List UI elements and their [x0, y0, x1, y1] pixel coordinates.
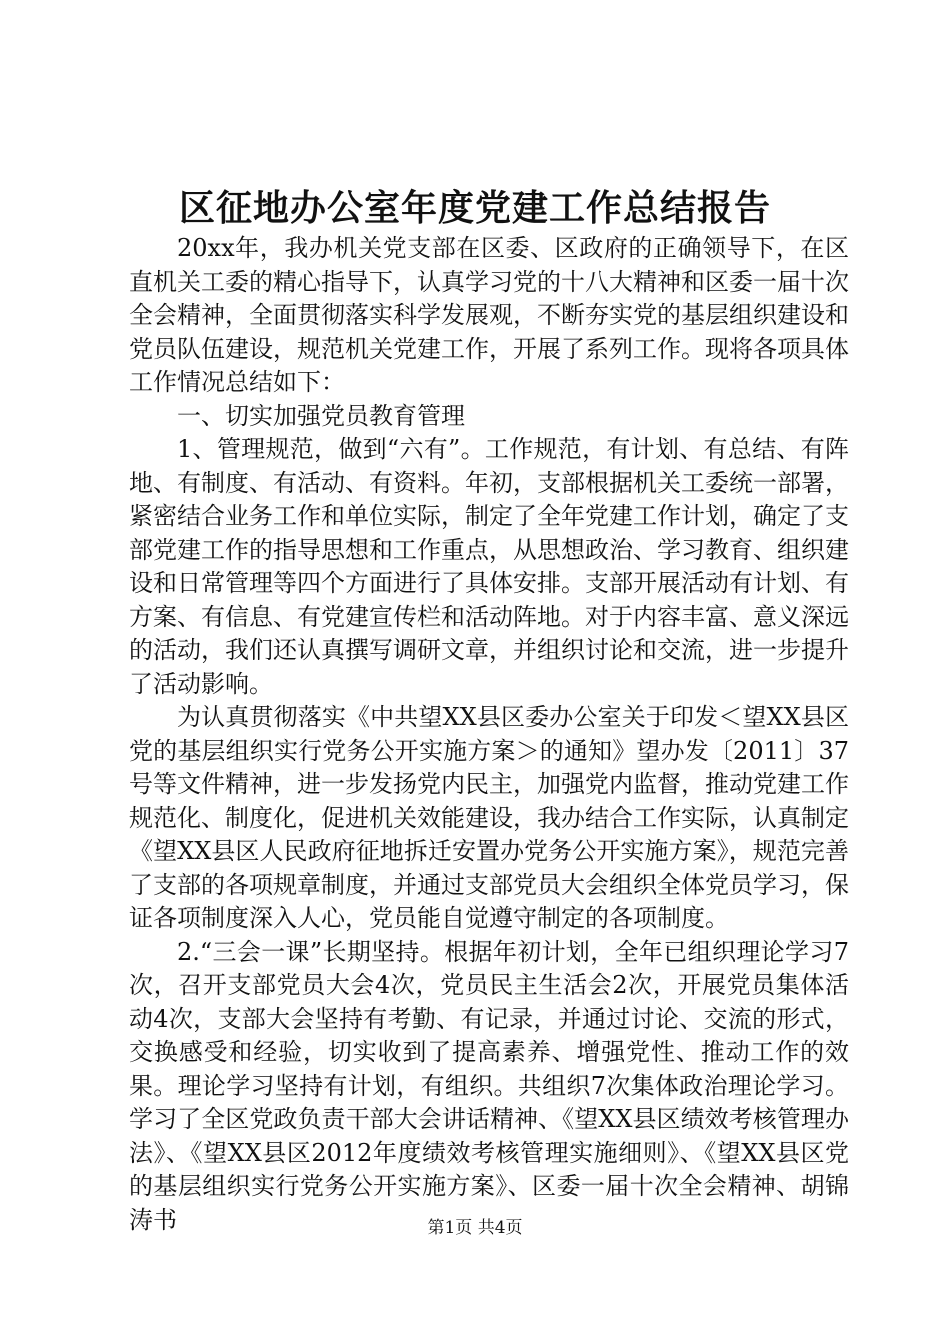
- paragraph-implementation: 为认真贯彻落实《中共望XX县区委办公室关于印发＜望XX县区党的基层组织实行党务公开实施方案＞的通知》望办发〔2011〕37号等文件精神，进一步发扬党内民主，加强党内监督，推动党建工作规范化、制度化，促进机关效能建设，我办结合工作实际，认真制定《望XX县区人民政府征地拆迁安置办党务公开实施方案》，规范完善了支部的各项规章制度，并通过支部党员大会组织全体党员学习，保证各项制度深入人心，党员能自觉遵守制定的各项制度。: [129, 703, 849, 932]
- paragraph-three-meetings: 2.“三会一课”长期坚持。根据年初计划，全年已组织理论学习7次，召开支部党员大会4次，党员民主生活会2次，开展党员集体活动4次，支部大会坚持有考勤、有记录，并通过讨论、交流的形式，交换感受和经验，切实收到了提高素养、增强党性、推动工作的效果。理论学习坚持有计划，有组织。共组织7次集体政治理论学习。学习了全区党政负责干部大会讲话精神、《望XX县区绩效考核管理办法》、《望XX县区2012年度绩效考核管理实施细则》、《望XX县区党的基层组织实行党务公开实施方案》、区委一届十次全会精神、胡锦涛书: [129, 937, 849, 1234]
- paragraph-management: 1、管理规范，做到“六有”。工作规范，有计划、有总结、有阵地、有制度、有活动、有资料。年初，支部根据机关工委统一部署，紧密结合业务工作和单位实际，制定了全年党建工作计划，确定了支部党建工作的指导思想和工作重点，从思想政治、学习教育、组织建设和日常管理等四个方面进行了具体安排。支部开展活动有计划、有方案、有信息、有党建宣传栏和活动阵地。对于内容丰富、意义深远的活动，我们还认真撰写调研文章，并组织讨论和交流，进一步提升了活动影响。: [129, 435, 849, 698]
- section-heading: 一、切实加强党员教育管理: [177, 401, 465, 430]
- page-footer: 第1页 共4页: [427, 1218, 523, 1238]
- document-title: 区征地办公室年度党建工作总结报告: [178, 187, 771, 229]
- paragraph-intro: 20xx年，我办机关党支部在区委、区政府的正确领导下，在区直机关工委的精心指导下，认真学习党的十八大精神和区委一届十次全会精神，全面贯彻落实科学发展观，不断夯实党的基层组织建设和党员队伍建设，规范机关党建工作，开展了系列工作。现将各项具体工作情况总结如下：: [129, 234, 849, 396]
- document-body: [129, 232, 849, 1237]
